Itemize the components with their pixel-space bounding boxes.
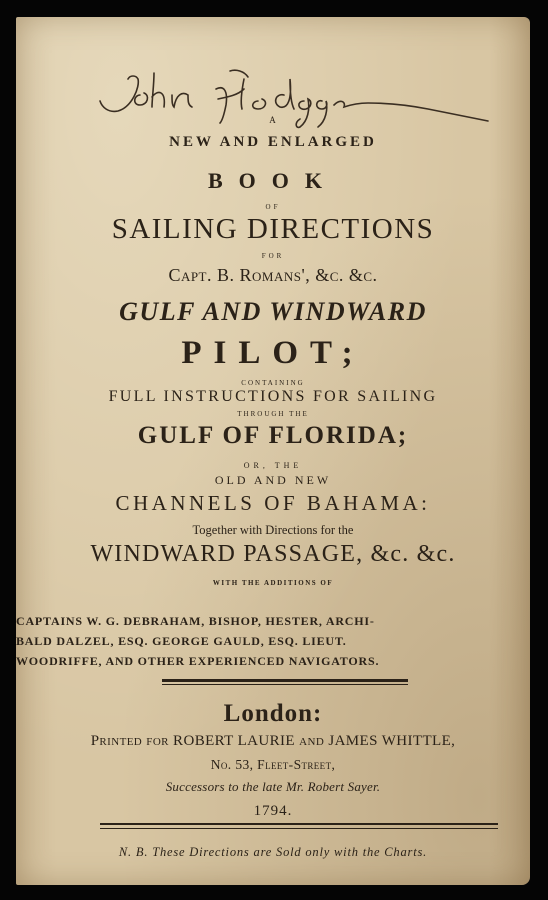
gulf-of-florida-heading: GULF OF FLORIDA;: [137, 422, 409, 449]
bottom-rule-upper: [100, 823, 498, 825]
article-a: A: [269, 115, 277, 125]
containing-small: CONTAINING: [241, 379, 305, 387]
through-the-small: THROUGH THE: [237, 410, 309, 418]
for-small: FOR: [261, 252, 285, 260]
address-line: No. 53, Fleet-Street,: [210, 757, 336, 772]
book-heading: BOOK: [207, 168, 338, 193]
successors-text: Successors to the late Mr. Robert Sayer.: [165, 779, 381, 794]
london-imprint: London:: [223, 700, 323, 727]
of-small: OF: [265, 203, 281, 211]
or-the-small: OR, THE: [243, 461, 303, 470]
pilot-heading: PILOT;: [181, 335, 365, 371]
year-line: 1794.: [253, 803, 293, 819]
sales-note: N. B. These Directions are Sold only with the Charts.: [118, 845, 428, 859]
windward-passage-heading: WINDWARD PASSAGE, &c. &c.: [90, 541, 456, 567]
successors-line: [16, 779, 530, 795]
title-page: [16, 17, 530, 885]
old-and-new-line: OLD AND NEW: [214, 473, 332, 487]
divider-rule-thick: [162, 679, 408, 682]
channels-bahama-heading: CHANNELS OF BAHAMA:: [115, 491, 431, 515]
with-additions-line: WITH THE ADDITIONS OF: [212, 579, 334, 587]
full-instructions-line: FULL INSTRUCTIONS FOR SAILING: [108, 388, 438, 405]
together-with-line: Together with Directions for the: [192, 523, 354, 537]
capt-romans-line: Capt. B. Romans', &c. &c.: [168, 265, 378, 285]
gulf-windward-heading: GULF AND WINDWARD: [119, 297, 427, 326]
divider-rule-thin: [162, 684, 408, 685]
bottom-rule-lower: [100, 828, 498, 829]
captains-line-3: WOODRIFFE, AND OTHER EXPERIENCED NAVIGATORS.: [16, 654, 380, 668]
sailing-directions-heading: SAILING DIRECTIONS: [111, 213, 435, 245]
printed-for-line: Printed for ROBERT LAURIE and JAMES WHITTLE,: [90, 733, 456, 749]
captains-line-1: CAPTAINS W. G. DEBRAHAM, BISHOP, HESTER, ARCHI-: [16, 614, 375, 628]
new-and-enlarged: NEW AND ENLARGED: [169, 134, 377, 150]
captains-line-2: BALD DALZEL, ESQ. GEORGE GAULD, ESQ. LIEUT.: [16, 634, 347, 648]
